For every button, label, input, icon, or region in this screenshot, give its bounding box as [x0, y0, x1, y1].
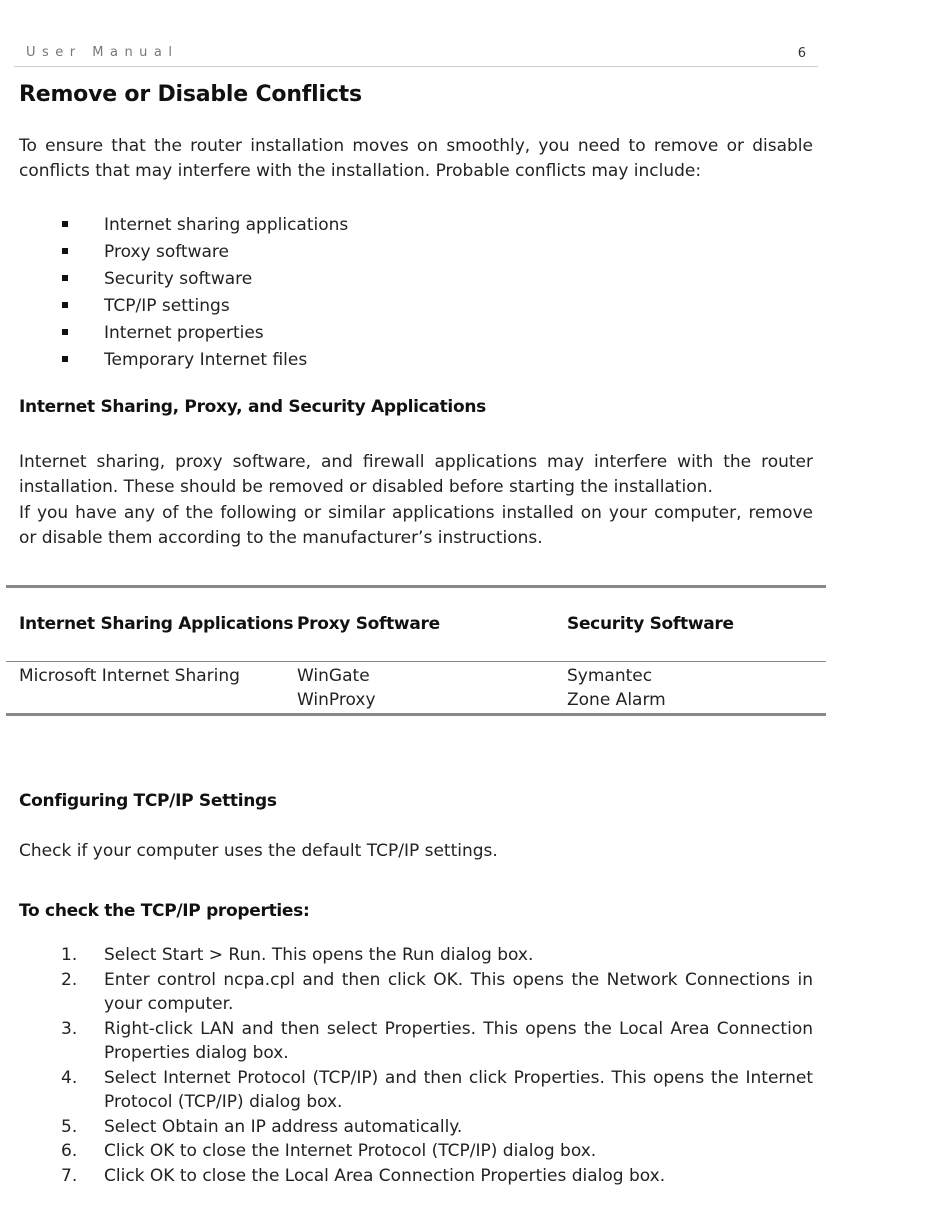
table-header-security: Security Software	[567, 614, 734, 634]
list-item	[0, 943, 813, 968]
procedure-steps	[0, 943, 813, 1188]
step-text: Select Obtain an IP address automatically.	[104, 1116, 463, 1137]
document-page: User Manual 6 Remove or Disable Conflicts To ensure that the router installation moves on smoothly, you need to remove or disable conflicts that may interfere with the installation. Probable conflicts may include: Internet sharing applications Proxy software Security software TCP/IP settings Internet properties Temporary Internet files Internet Sharing, Proxy, and Security Applications Internet sharing, proxy software, and firewall applications may interfere with the router installation. These should be removed or disabled before starting the installation. If you have any of the following or similar applications installed on your computer, remove or disable them according to the manufacturer’s instructions. Internet Sharing Applications Proxy Software Security Software Microsoft Internet Sharing WinGate WinProxy Symantec Zone Alarm Configuring TCP/IP Settings Check if your computer uses the default TCP/IP settings. To check the TCP/IP properties: 1. Select Start > Run. This opens the Run dialog box. 2. Enter control ncpa.cpl and then click OK. This opens the Network Connections in your computer. 3. Right-click LAN and then select Properties. This opens the Local Area Connection Properties dialog box. 4. Select Internet Protocol (TCP/IP) and then click Properties. This opens the Internet Protocol (TCP/IP) dialog box. 5. Select Obtain an IP address automatically. 6. Click OK to close the Internet Protocol (TCP/IP) dialog box. 7. Click OK to close the Local Area Connection Properties dialog box.	[0, 0, 950, 1229]
list-item	[0, 1139, 813, 1164]
step-text: Select Internet Protocol (TCP/IP) and then click Properties. This opens the Internet Protocol (TCP/IP) dialog box.	[104, 1067, 813, 1112]
intro-paragraph: To ensure that the router installation moves on smoothly, you need to remove or disable conflicts that may interfere with the installation. Probable conflicts may include:	[19, 136, 813, 181]
table-cell: Zone Alarm	[567, 690, 666, 710]
tcpip-paragraph: Check if your computer uses the default TCP/IP settings.	[19, 841, 498, 861]
table-header-rule	[6, 661, 826, 662]
step-number: 6.	[61, 1141, 78, 1161]
running-header	[14, 44, 818, 67]
step-text: Click OK to close the Internet Protocol (TCP/IP) dialog box.	[104, 1141, 597, 1161]
bullet-square-icon	[62, 221, 68, 227]
apps-paragraph-1: Internet sharing, proxy software, and firewall applications may interfere with the router installation. These should be removed or disabled before starting the installation.	[19, 452, 813, 497]
section-title: Remove or Disable Conflicts	[19, 82, 362, 107]
bullet-square-icon	[62, 248, 68, 254]
list-item	[0, 968, 813, 1017]
table-header-proxy: Proxy Software	[297, 614, 440, 634]
table-cell: WinProxy	[297, 690, 376, 710]
list-item	[0, 1115, 813, 1140]
page-number: 6	[797, 46, 806, 61]
apps-paragraph-2: If you have any of the following or similar applications installed on your computer, remove or disable them according to the manufacturer’s instructions.	[19, 503, 813, 548]
step-text: Click OK to close the Local Area Connection Properties dialog box.	[104, 1165, 666, 1186]
step-number: 4.	[61, 1067, 78, 1088]
bullet-square-icon	[62, 275, 68, 281]
table-header-sharing: Internet Sharing Applications	[19, 614, 294, 634]
bullet-square-icon	[62, 329, 68, 335]
step-number: 2.	[61, 969, 78, 990]
procedure-title: To check the TCP/IP properties:	[19, 901, 310, 921]
table-bottom-rule	[6, 713, 826, 716]
apps-section-title: Internet Sharing, Proxy, and Security Applications	[19, 397, 486, 417]
table-cell: WinGate	[297, 666, 370, 686]
step-number: 5.	[61, 1116, 78, 1137]
list-item	[0, 1066, 813, 1115]
bullet-square-icon	[62, 302, 68, 308]
step-text: Select Start > Run. This opens the Run dialog box.	[104, 945, 534, 965]
manual-title: User Manual	[26, 45, 179, 60]
step-text: Right-click LAN and then select Properties. This opens the Local Area Connection Properties dialog box.	[104, 1018, 813, 1063]
bullet-square-icon	[62, 356, 68, 362]
step-text: Enter control ncpa.cpl and then click OK. This opens the Network Connections in your computer.	[104, 969, 813, 1014]
table-top-rule	[6, 585, 826, 588]
tcpip-section-title: Configuring TCP/IP Settings	[19, 791, 277, 811]
list-item	[0, 1164, 813, 1189]
table-cell: Symantec	[567, 666, 653, 686]
table-cell: Microsoft Internet Sharing	[19, 666, 240, 686]
step-number: 7.	[61, 1165, 78, 1186]
list-item	[0, 1017, 813, 1066]
step-number: 1.	[61, 945, 78, 965]
step-number: 3.	[61, 1018, 78, 1039]
